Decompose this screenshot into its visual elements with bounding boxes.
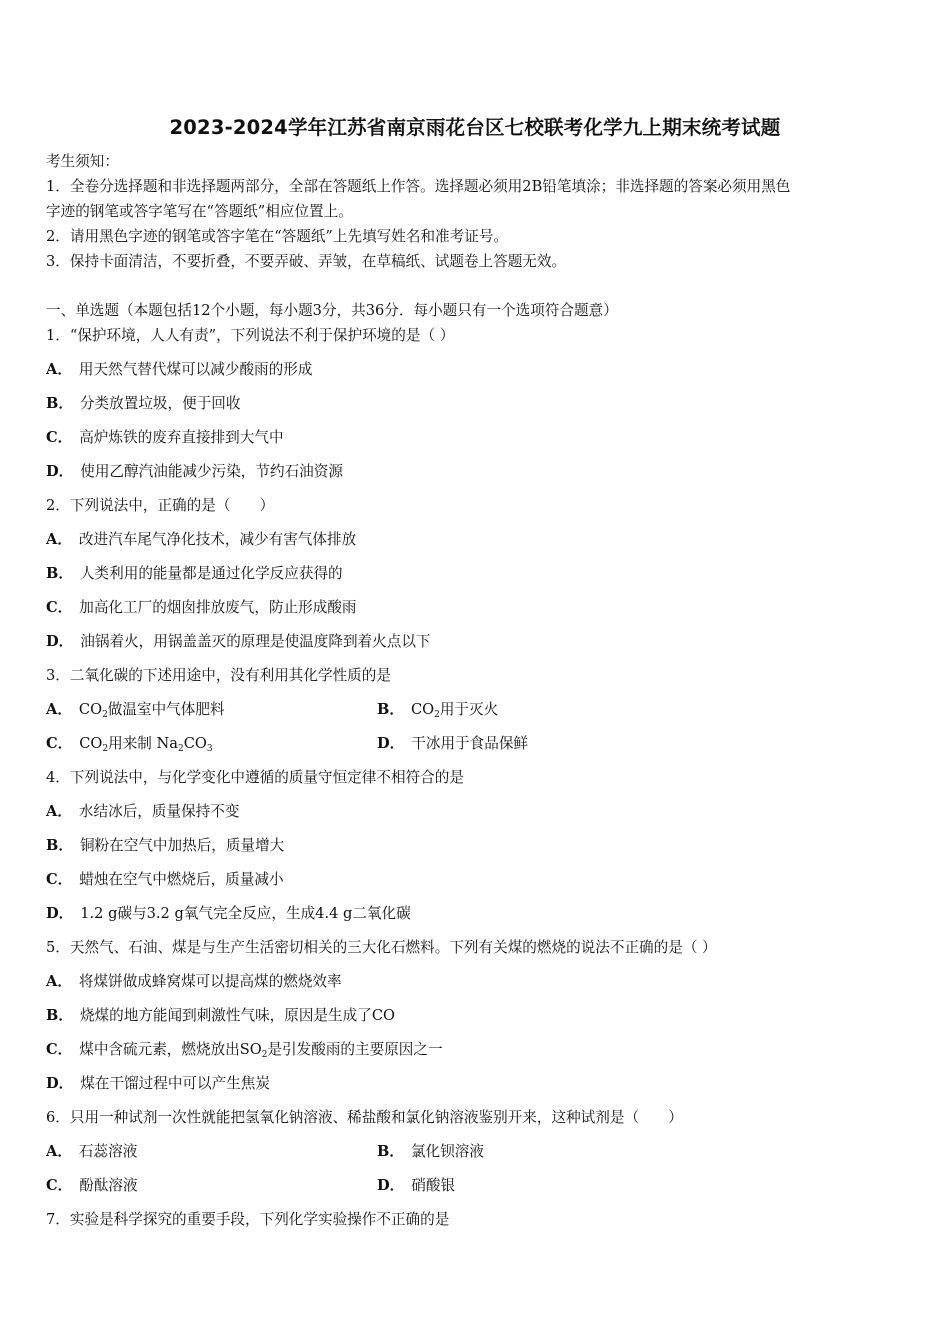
question-4-option-c[interactable] xyxy=(46,870,284,890)
subscript: 2 xyxy=(434,710,440,720)
option-text: 煤在干馏过程中可以产生焦炭 xyxy=(80,1075,270,1092)
option-label: A． xyxy=(46,803,72,820)
option-text: 烧煤的地方能闻到刺激性气味，原因是生成了CO xyxy=(79,1007,395,1024)
question-3-option-c[interactable] xyxy=(46,734,213,754)
option-label: A． xyxy=(46,361,72,378)
question-6-option-c[interactable] xyxy=(46,1176,138,1196)
question-6-option-d[interactable] xyxy=(377,1176,455,1196)
question-4-option-d[interactable] xyxy=(46,904,411,924)
option-text: 分类放置垃圾，便于回收 xyxy=(79,395,241,412)
option-label: D． xyxy=(46,905,74,922)
option-label: B． xyxy=(46,837,73,854)
question-1-option-d[interactable] xyxy=(46,462,343,482)
exam-title: 2023-2024学年江苏省南京雨花台区七校联考化学九上期末统考试题 xyxy=(169,116,781,139)
question-1-option-b[interactable] xyxy=(46,394,240,414)
question-5-option-d[interactable] xyxy=(46,1074,270,1094)
option-label: C． xyxy=(46,599,73,616)
notice-heading: 考生须知： xyxy=(46,153,119,170)
option-label: A． xyxy=(46,973,72,990)
question-6-stem: 6．只用一种试剂一次性就能把氢氧化钠溶液、稀盐酸和氯化钠溶液鉴别开来，这种试剂是（ ） xyxy=(46,1109,683,1126)
question-1-option-a[interactable] xyxy=(46,360,312,380)
option-text: CO xyxy=(410,701,435,718)
option-label: D． xyxy=(377,1177,405,1194)
option-text: 煤中含硫元素，燃烧放出SO xyxy=(79,1041,262,1058)
section-heading: 一、单选题（本题包括12个小题，每小题3分，共36分．每小题只有一个选项符合题意） xyxy=(46,302,618,319)
option-label: A． xyxy=(46,531,72,548)
option-label: C． xyxy=(46,871,73,888)
option-label: C． xyxy=(46,1041,73,1058)
question-4-stem: 4．下列说法中，与化学变化中遵循的质量守恒定律不相符合的是 xyxy=(46,769,464,786)
option-label: A． xyxy=(46,701,72,718)
question-5-option-a[interactable] xyxy=(46,972,342,992)
question-3-stem: 3．二氧化碳的下述用途中，没有利用其化学性质的是 xyxy=(46,667,391,684)
option-text: 蜡烛在空气中燃烧后，质量减小 xyxy=(79,871,284,888)
subscript: 2 xyxy=(178,744,184,754)
option-text: 人类利用的能量都是通过化学反应获得的 xyxy=(79,565,343,582)
question-2-option-a[interactable] xyxy=(46,530,356,550)
question-2-option-d[interactable] xyxy=(46,632,431,652)
notice-item-1-line-2: 字迹的钢笔或答字笔写在“答题纸”相应位置上。 xyxy=(46,203,353,220)
option-text: 水结冰后，质量保持不变 xyxy=(78,803,240,820)
option-text: 氯化钡溶液 xyxy=(410,1143,484,1160)
question-2-option-b[interactable] xyxy=(46,564,343,584)
option-text: 用于灭火 xyxy=(439,701,499,718)
question-4-option-a[interactable] xyxy=(46,802,239,822)
option-label: B． xyxy=(377,1143,404,1160)
subscript: 2 xyxy=(102,744,109,754)
option-label: B． xyxy=(46,395,73,412)
question-1-option-c[interactable] xyxy=(46,428,284,448)
subscript: 2 xyxy=(261,1050,268,1060)
option-label: A． xyxy=(46,1143,72,1160)
notice-item-1-line-1: 1．全卷分选择题和非选择题两部分，全部在答题纸上作答。选择题必须用2B铅笔填涂；非选择题的答案必须用黑色 xyxy=(46,178,791,195)
question-2-stem: 2．下列说法中，正确的是（ ） xyxy=(46,497,275,514)
option-text: 硝酸银 xyxy=(411,1177,456,1194)
option-text: 石蕊溶液 xyxy=(78,1143,138,1160)
option-label: D． xyxy=(46,633,74,650)
option-label: B． xyxy=(46,565,73,582)
question-3-option-b[interactable] xyxy=(377,700,498,720)
option-text: 将煤饼做成蜂窝煤可以提高煤的燃烧效率 xyxy=(78,973,342,990)
question-1-stem: 1．“保护环境，人人有责”，下列说法不利于保护环境的是（ ） xyxy=(46,327,455,344)
notice-item-2: 2．请用黑色字迹的钢笔或答字笔在“答题纸”上先填写姓名和准考证号。 xyxy=(46,228,509,245)
question-4-option-b[interactable] xyxy=(46,836,284,856)
question-2-option-c[interactable] xyxy=(46,598,357,618)
subscript: 3 xyxy=(206,744,213,754)
option-text: 加高化工厂的烟囱排放废气，防止形成酸雨 xyxy=(79,599,357,616)
question-5-option-c[interactable] xyxy=(46,1040,443,1060)
option-text: CO xyxy=(183,735,207,752)
option-label: B． xyxy=(46,1007,73,1024)
option-text: 用天然气替代煤可以减少酸雨的形成 xyxy=(78,361,313,378)
question-3-option-d[interactable] xyxy=(377,734,528,754)
option-text: 干冰用于食品保鲜 xyxy=(411,735,529,752)
question-6-option-b[interactable] xyxy=(377,1142,484,1162)
option-text: 1.2 g碳与3.2 g氧气完全反应，生成4.4 g二氧化碳 xyxy=(80,905,411,922)
option-text: 铜粉在空气中加热后，质量增大 xyxy=(79,837,285,854)
question-3-option-a[interactable] xyxy=(46,700,225,720)
option-label: C． xyxy=(46,1177,73,1194)
question-5-stem: 5．天然气、石油、煤是与生产生活密切相关的三大化石燃料。下列有关煤的燃烧的说法不正确的是（ ） xyxy=(46,939,717,956)
option-label: C． xyxy=(46,735,73,752)
question-6-option-a[interactable] xyxy=(46,1142,137,1162)
option-label: B． xyxy=(377,701,404,718)
question-7-stem: 7．实验是科学探究的重要手段，下列化学实验操作不正确的是 xyxy=(46,1211,450,1228)
option-text: 酚酞溶液 xyxy=(79,1177,138,1194)
option-text: CO xyxy=(78,701,103,718)
option-text: 是引发酸雨的主要原因之一 xyxy=(267,1041,443,1058)
option-label: C． xyxy=(46,429,73,446)
option-text: 用来制 Na xyxy=(108,735,178,752)
option-text: 使用乙醇汽油能减少污染，节约石油资源 xyxy=(80,463,343,480)
option-text: 高炉炼铁的废弃直接排到大气中 xyxy=(79,429,284,446)
question-5-option-b[interactable] xyxy=(46,1006,395,1026)
notice-item-3: 3．保持卡面清洁，不要折叠，不要弄破、弄皱，在草稿纸、试题卷上答题无效。 xyxy=(46,253,567,270)
option-label: D． xyxy=(46,1075,74,1092)
option-text: 做温室中气体肥料 xyxy=(107,701,225,718)
option-text: 油锅着火，用锅盖盖灭的原理是使温度降到着火点以下 xyxy=(80,633,431,650)
option-label: D． xyxy=(377,735,405,752)
option-label: D． xyxy=(46,463,74,480)
option-text: 改进汽车尾气净化技术，减少有害气体排放 xyxy=(78,531,357,548)
option-text: CO xyxy=(79,735,103,752)
subscript: 2 xyxy=(102,710,108,720)
